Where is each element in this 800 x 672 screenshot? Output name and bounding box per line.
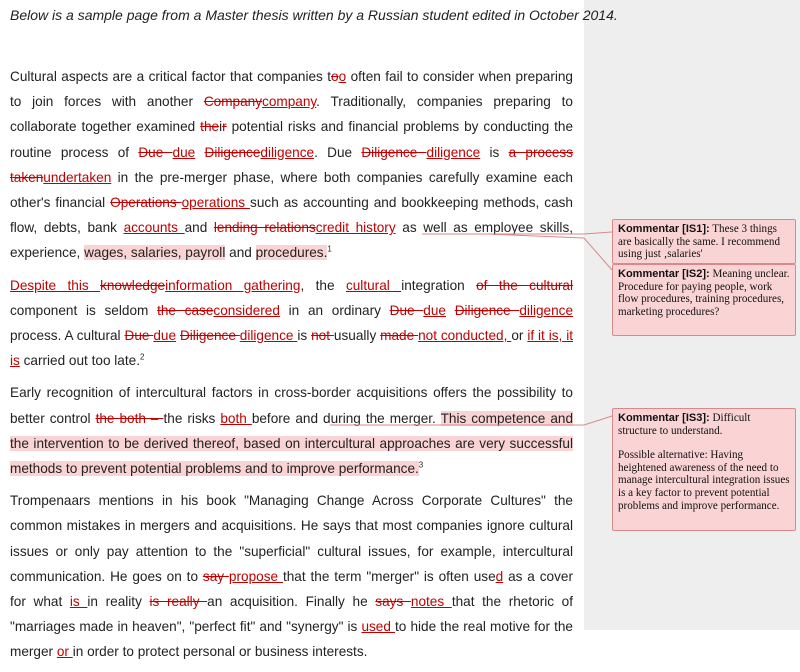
text-run: as a cover for what: [10, 568, 573, 610]
text-run: such as accounting and bookkeeping methods, cash flow, debts, bank: [10, 195, 573, 236]
deleted-text: the both –: [95, 410, 164, 426]
inserted-text: Despite this: [10, 277, 101, 293]
inserted-text: operations: [181, 195, 251, 211]
inserted-text: diligence: [519, 302, 574, 318]
comment-text-alternative: Possible alternative: Having heightened awareness of the need to manage intercultural integration issues is a key factor to prevent potential problems and improve performance.: [618, 449, 790, 512]
text-run: in reality: [87, 594, 150, 610]
deleted-text: knowledge: [100, 277, 166, 293]
text-run: the risks: [163, 410, 221, 426]
text-run: [195, 145, 204, 160]
inserted-text: d: [495, 568, 504, 584]
text-run: an acquisition. Finally he: [207, 594, 376, 610]
deleted-text: say: [202, 568, 229, 584]
text-run: to hide the real motive for the merger: [10, 619, 573, 660]
comment-text: Difficult structure to understand.: [618, 412, 751, 437]
comment-is1[interactable]: [612, 219, 796, 264]
commented-text: wages, salaries, payroll: [84, 245, 226, 261]
paragraph: [10, 488, 573, 664]
text-run: component is seldom: [10, 302, 158, 318]
paragraph: [10, 380, 573, 481]
text-run: in the pre-merger phase, where both companies carefully examine each other's financial: [10, 169, 573, 211]
inserted-text: notes: [410, 594, 452, 610]
text-run: process. A cultural: [10, 328, 125, 344]
comment-label: Kommentar [IS3]:: [618, 412, 710, 424]
deleted-text: Diligence: [361, 144, 427, 160]
deleted-text: is really: [149, 594, 208, 610]
inserted-text: considered: [213, 302, 280, 318]
comment-label: Kommentar [IS2]:: [618, 268, 710, 280]
text-run: in an ordinary: [279, 302, 390, 318]
inserted-text: used: [361, 619, 396, 635]
deleted-text: says: [375, 594, 411, 610]
inserted-text: diligence: [260, 144, 315, 160]
inserted-text: diligence: [239, 328, 298, 344]
deleted-text: Due: [138, 144, 173, 160]
deleted-text: lending relations: [213, 220, 316, 236]
inserted-text: is: [69, 594, 88, 610]
comment-is2[interactable]: [612, 264, 796, 336]
commented-text: This competence and the intervention to be derived thereof, based on intercultural approaches are very successful methods to prevent potential problems and to improve performance.: [10, 410, 573, 477]
deleted-text: a process taken: [10, 144, 574, 185]
document-body: [10, 64, 573, 672]
deleted-text: Diligence: [454, 302, 520, 318]
comment-text: These 3 things are basically the same. I recommend using just ‚salaries': [618, 223, 781, 261]
deleted-text: Diligence: [204, 144, 261, 160]
text-run: carried out too late.: [19, 353, 140, 369]
deleted-text: Company: [203, 94, 263, 110]
text-run: is: [480, 144, 509, 160]
text-run: i: [219, 119, 223, 135]
text-run: usually: [333, 328, 381, 344]
inserted-text: due: [172, 144, 196, 160]
inserted-text: undertaken: [43, 169, 112, 185]
inserted-text: or: [56, 644, 73, 660]
text-run: Early recognition of intercultural factors in cross-border acquisitions offers the possibility to better control: [10, 385, 573, 426]
comment-label: Kommentar [IS1]:: [618, 223, 710, 235]
text-run: . Traditionally, companies preparing to collaborate together examined: [10, 94, 573, 135]
paragraph: [10, 64, 573, 266]
deleted-text: Due: [124, 328, 154, 344]
inserted-text: information gathering: [165, 277, 301, 293]
text-run: and: [225, 245, 256, 261]
deleted-text: made: [380, 328, 419, 344]
deleted-text: r: [222, 119, 227, 135]
inserted-text: if it is, it is: [10, 328, 574, 369]
inserted-text: both: [220, 410, 252, 426]
deleted-text: Due: [389, 302, 424, 318]
text-run: and: [184, 220, 214, 236]
text-run: . Due: [314, 144, 362, 160]
comment-text: Meaning unclear. Procedure for paying people, work flow procedures, training procedures, marketing procedures?: [618, 268, 790, 318]
text-run: before and during the merger.: [251, 410, 441, 426]
inserted-text: company: [262, 94, 317, 110]
text-run: as well as employee skills, experience,: [10, 220, 574, 261]
deleted-text: not: [311, 328, 334, 344]
footnote-ref: 1: [327, 244, 332, 254]
text-run: , the: [300, 277, 346, 293]
comment-is3[interactable]: [612, 408, 796, 531]
text-run: often fail to consider when preparing to join forces with another: [10, 69, 573, 110]
intro-caption: Below is a sample page from a Master thesis written by a Russian student edited in October 2014.: [10, 7, 618, 23]
inserted-text: due: [153, 328, 177, 344]
text-run: that the term "merger" is often use: [282, 568, 496, 584]
text-run: integration: [401, 277, 477, 293]
inserted-text: due: [423, 302, 446, 318]
paragraph: [10, 273, 573, 374]
inserted-text: not conducted,: [418, 328, 512, 344]
inserted-text: o: [338, 69, 347, 84]
deleted-text: the: [200, 119, 220, 135]
text-run: or: [511, 328, 528, 344]
deleted-text: of the cultural: [476, 277, 573, 293]
text-run: Trompenaars mentions in his book "Managing Change Across Corporate Cultures" the common mistakes in mergers and acquisitions. He says that most companies ignore cultural issues or only pay attention to the "superficial" cultural issues, for example, intercultural communication. He goes on to: [10, 493, 573, 584]
text-run: is: [297, 328, 312, 344]
deleted-text: Diligence: [179, 328, 240, 344]
inserted-text: accounts: [123, 220, 185, 236]
inserted-text: cultural: [345, 277, 402, 293]
deleted-text: Operations: [110, 195, 182, 211]
commented-text: procedures.: [255, 245, 328, 261]
text-run: [446, 303, 455, 318]
inserted-text: propose: [228, 568, 283, 584]
text-run: Cultural aspects are a critical factor that companies t: [10, 69, 332, 84]
footnote-ref: 2: [139, 352, 145, 362]
deleted-text: the case: [157, 302, 214, 318]
inserted-text: diligence: [426, 144, 481, 160]
deleted-text: o: [331, 69, 339, 84]
text-run: in order to protect personal or business interests.: [72, 644, 368, 660]
text-run: potential risks and financial problems by conducting the routine process of: [10, 119, 573, 160]
inserted-text: credit history: [315, 220, 396, 236]
text-run: that the rhetoric of "marriages made in heaven", "perfect fit" and "synergy" is: [10, 594, 574, 635]
footnote-ref: 3: [418, 460, 424, 470]
